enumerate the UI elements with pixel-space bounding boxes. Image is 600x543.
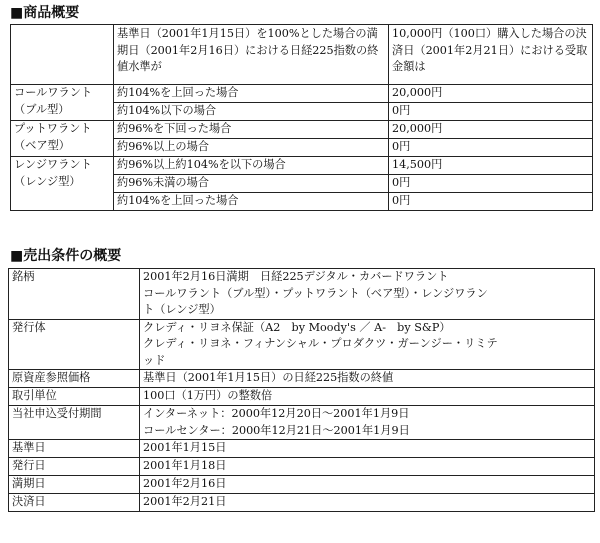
value-line: 2001年2月16日 — [143, 477, 227, 490]
header-amount-cell: 10,000円（100口）購入した場合の決済日（2001年2月21日）における受取金額は — [389, 25, 593, 85]
row-value — [140, 269, 595, 320]
row-label: 基準日 — [9, 440, 140, 458]
value-line: ッド — [143, 353, 166, 367]
amount-cell: 20,000円 — [389, 121, 593, 139]
row-value — [140, 319, 595, 370]
condition-cell: 約96%を下回った場合 — [114, 121, 389, 139]
value-line: 基準日（2001年1月15日）の日経225指数の終値 — [143, 371, 394, 384]
value-line: インターネット：2000年12月20日～2001年1月9日 — [143, 407, 410, 420]
table-row — [9, 319, 595, 370]
table-row — [9, 406, 595, 440]
table-row — [9, 388, 595, 406]
row-value — [140, 406, 595, 440]
amount-cell: 14,500円 — [389, 157, 593, 175]
product-overview-table — [10, 24, 593, 211]
header-condition-cell: 基準日（2001年1月15日）を100%とした場合の満期日（2001年2月16日）における日経225指数の終値水準が — [114, 25, 389, 85]
amount-cell: 0円 — [389, 193, 593, 211]
amount-cell: 20,000円 — [389, 85, 593, 103]
value-line: 2001年2月16日満期 日経225デジタル・カバードワラント — [143, 270, 449, 283]
condition-cell: 約104%以下の場合 — [114, 103, 389, 121]
value-line: コールセンター：2000年12月21日～2001年1月9日 — [143, 423, 410, 437]
condition-cell: 約96%未満の場合 — [114, 175, 389, 193]
warrant-name-put: プットワラント（ベア型） — [11, 121, 114, 157]
row-value — [140, 440, 595, 458]
offering-terms-heading: ■売出条件の概要 — [10, 248, 122, 264]
value-line: クレディ・リヨネ保証（A2 by Moody's ／ A- by S&P） — [143, 320, 451, 334]
row-value — [140, 476, 595, 494]
row-label: 満期日 — [9, 476, 140, 494]
table-row — [9, 440, 595, 458]
value-line: 2001年2月21日 — [143, 495, 227, 508]
table-row — [9, 458, 595, 476]
amount-cell: 0円 — [389, 175, 593, 193]
table-row — [11, 121, 593, 139]
row-label: 原資産参照価格 — [9, 370, 140, 388]
value-line: 100口（1万円）の整数倍 — [143, 389, 273, 402]
row-value — [140, 458, 595, 476]
table-row — [11, 85, 593, 103]
value-line: ト（レンジ型） — [143, 303, 221, 316]
table-row — [9, 476, 595, 494]
value-line: クレディ・リヨネ・フィナンシャル・プロダクツ・ガーンジー・リミテ — [143, 337, 498, 350]
header-blank-cell — [11, 25, 114, 85]
row-value — [140, 494, 595, 512]
row-label: 当社申込受付期間 — [9, 406, 140, 440]
row-label: 発行日 — [9, 458, 140, 476]
condition-cell: 約96%以上約104%を以下の場合 — [114, 157, 389, 175]
amount-cell: 0円 — [389, 139, 593, 157]
value-line: 2001年1月15日 — [143, 441, 227, 454]
warrant-name-range: レンジワラント（レンジ型） — [11, 157, 114, 211]
warrant-name-call: コールワラント（ブル型） — [11, 85, 114, 121]
table-header-row — [11, 25, 593, 85]
offering-terms-table — [8, 268, 595, 512]
row-label: 決済日 — [9, 494, 140, 512]
row-label: 銘柄 — [9, 269, 140, 320]
row-label: 発行体 — [9, 319, 140, 370]
amount-cell: 0円 — [389, 103, 593, 121]
table-row — [9, 269, 595, 320]
value-line: 2001年1月18日 — [143, 459, 227, 472]
table-row — [9, 494, 595, 512]
condition-cell: 約104%を上回った場合 — [114, 193, 389, 211]
condition-cell: 約104%を上回った場合 — [114, 85, 389, 103]
table-row — [9, 370, 595, 388]
value-line: コールワラント（ブル型）・プットワラント（ベア型）・レンジワラン — [143, 286, 488, 300]
row-value — [140, 370, 595, 388]
row-value — [140, 388, 595, 406]
condition-cell: 約96%以上の場合 — [114, 139, 389, 157]
row-label: 取引単位 — [9, 388, 140, 406]
table-row — [11, 157, 593, 175]
product-overview-heading: ■商品概要 — [10, 5, 80, 21]
